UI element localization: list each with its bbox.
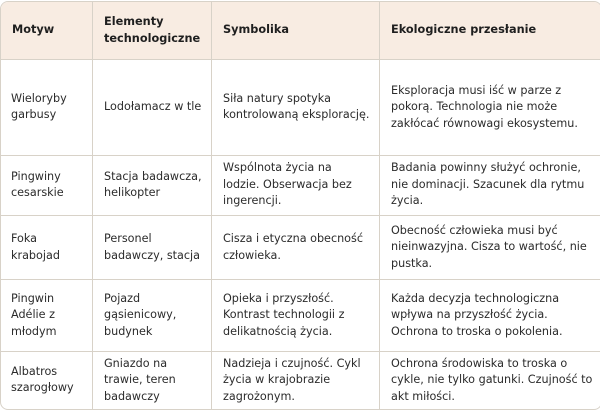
table-row — [1, 216, 600, 280]
cell-symbolism: Cisza i etyczna obecność człowieka. — [212, 216, 380, 280]
cell-symbolism: Siła natury spotyka kontrolowaną eksplorację. — [212, 60, 380, 156]
header-row — [1, 2, 600, 60]
header-symbolism: Symbolika — [212, 2, 380, 60]
motifs-table — [0, 1, 600, 410]
table-body — [1, 60, 600, 409]
cell-message: Badania powinny służyć ochronie, nie dominacji. Szacunek dla rytmu życia. — [380, 156, 600, 216]
cell-motif: Foka krabojad — [1, 216, 93, 280]
cell-motif: Wieloryby garbusy — [1, 60, 93, 156]
header-motif: Motyw — [1, 2, 93, 60]
cell-tech: Pojazd gąsienicowy, budynek — [93, 280, 212, 351]
cell-symbolism: Opieka i przyszłość. Kontrast technologii z delikatnością życia. — [212, 280, 380, 351]
cell-tech: Personel badawczy, stacja — [93, 216, 212, 280]
cell-message: Ochrona środowiska to troska o cykle, nie tylko gatunki. Czujność to akt miłości. — [391, 356, 593, 403]
cell-motif: Albatros szarogłowy — [1, 352, 93, 409]
cell-motif: Pingwin Adélie z młodym — [1, 280, 93, 351]
cell-motif: Pingwiny cesarskie — [1, 156, 93, 216]
header-message: Ekologiczne przesłanie — [380, 2, 600, 60]
table-row — [1, 156, 600, 216]
cell-message: Obecność człowieka musi być nieinwazyjna. Cisza to wartość, nie pustka. — [380, 216, 600, 280]
table-row — [1, 280, 600, 351]
header-tech: Elementy technologiczne — [93, 2, 212, 60]
table-row — [1, 352, 600, 409]
cell-message: Eksploracja musi iść w parze z pokorą. Technologia nie może zakłócać równowagi ekosystemu. — [380, 60, 600, 156]
cell-symbolism: Wspólnota życia na lodzie. Obserwacja bez ingerencji. — [212, 156, 380, 216]
cell-tech: Stacja badawcza, helikopter — [93, 156, 212, 216]
table-header — [1, 2, 600, 60]
cell-tech: Gniazdo na trawie, teren badawczy — [93, 352, 212, 409]
cell-message: Każda decyzja technologiczna wpływa na przyszłość życia. Ochrona to troska o pokolenia. — [380, 280, 600, 351]
cell-tech: Lodołamacz w tle — [93, 60, 212, 156]
table-row — [1, 60, 600, 156]
cell-symbolism: Nadzieja i czujność. Cykl życia w krajobrazie zagrożonym. — [212, 352, 380, 409]
